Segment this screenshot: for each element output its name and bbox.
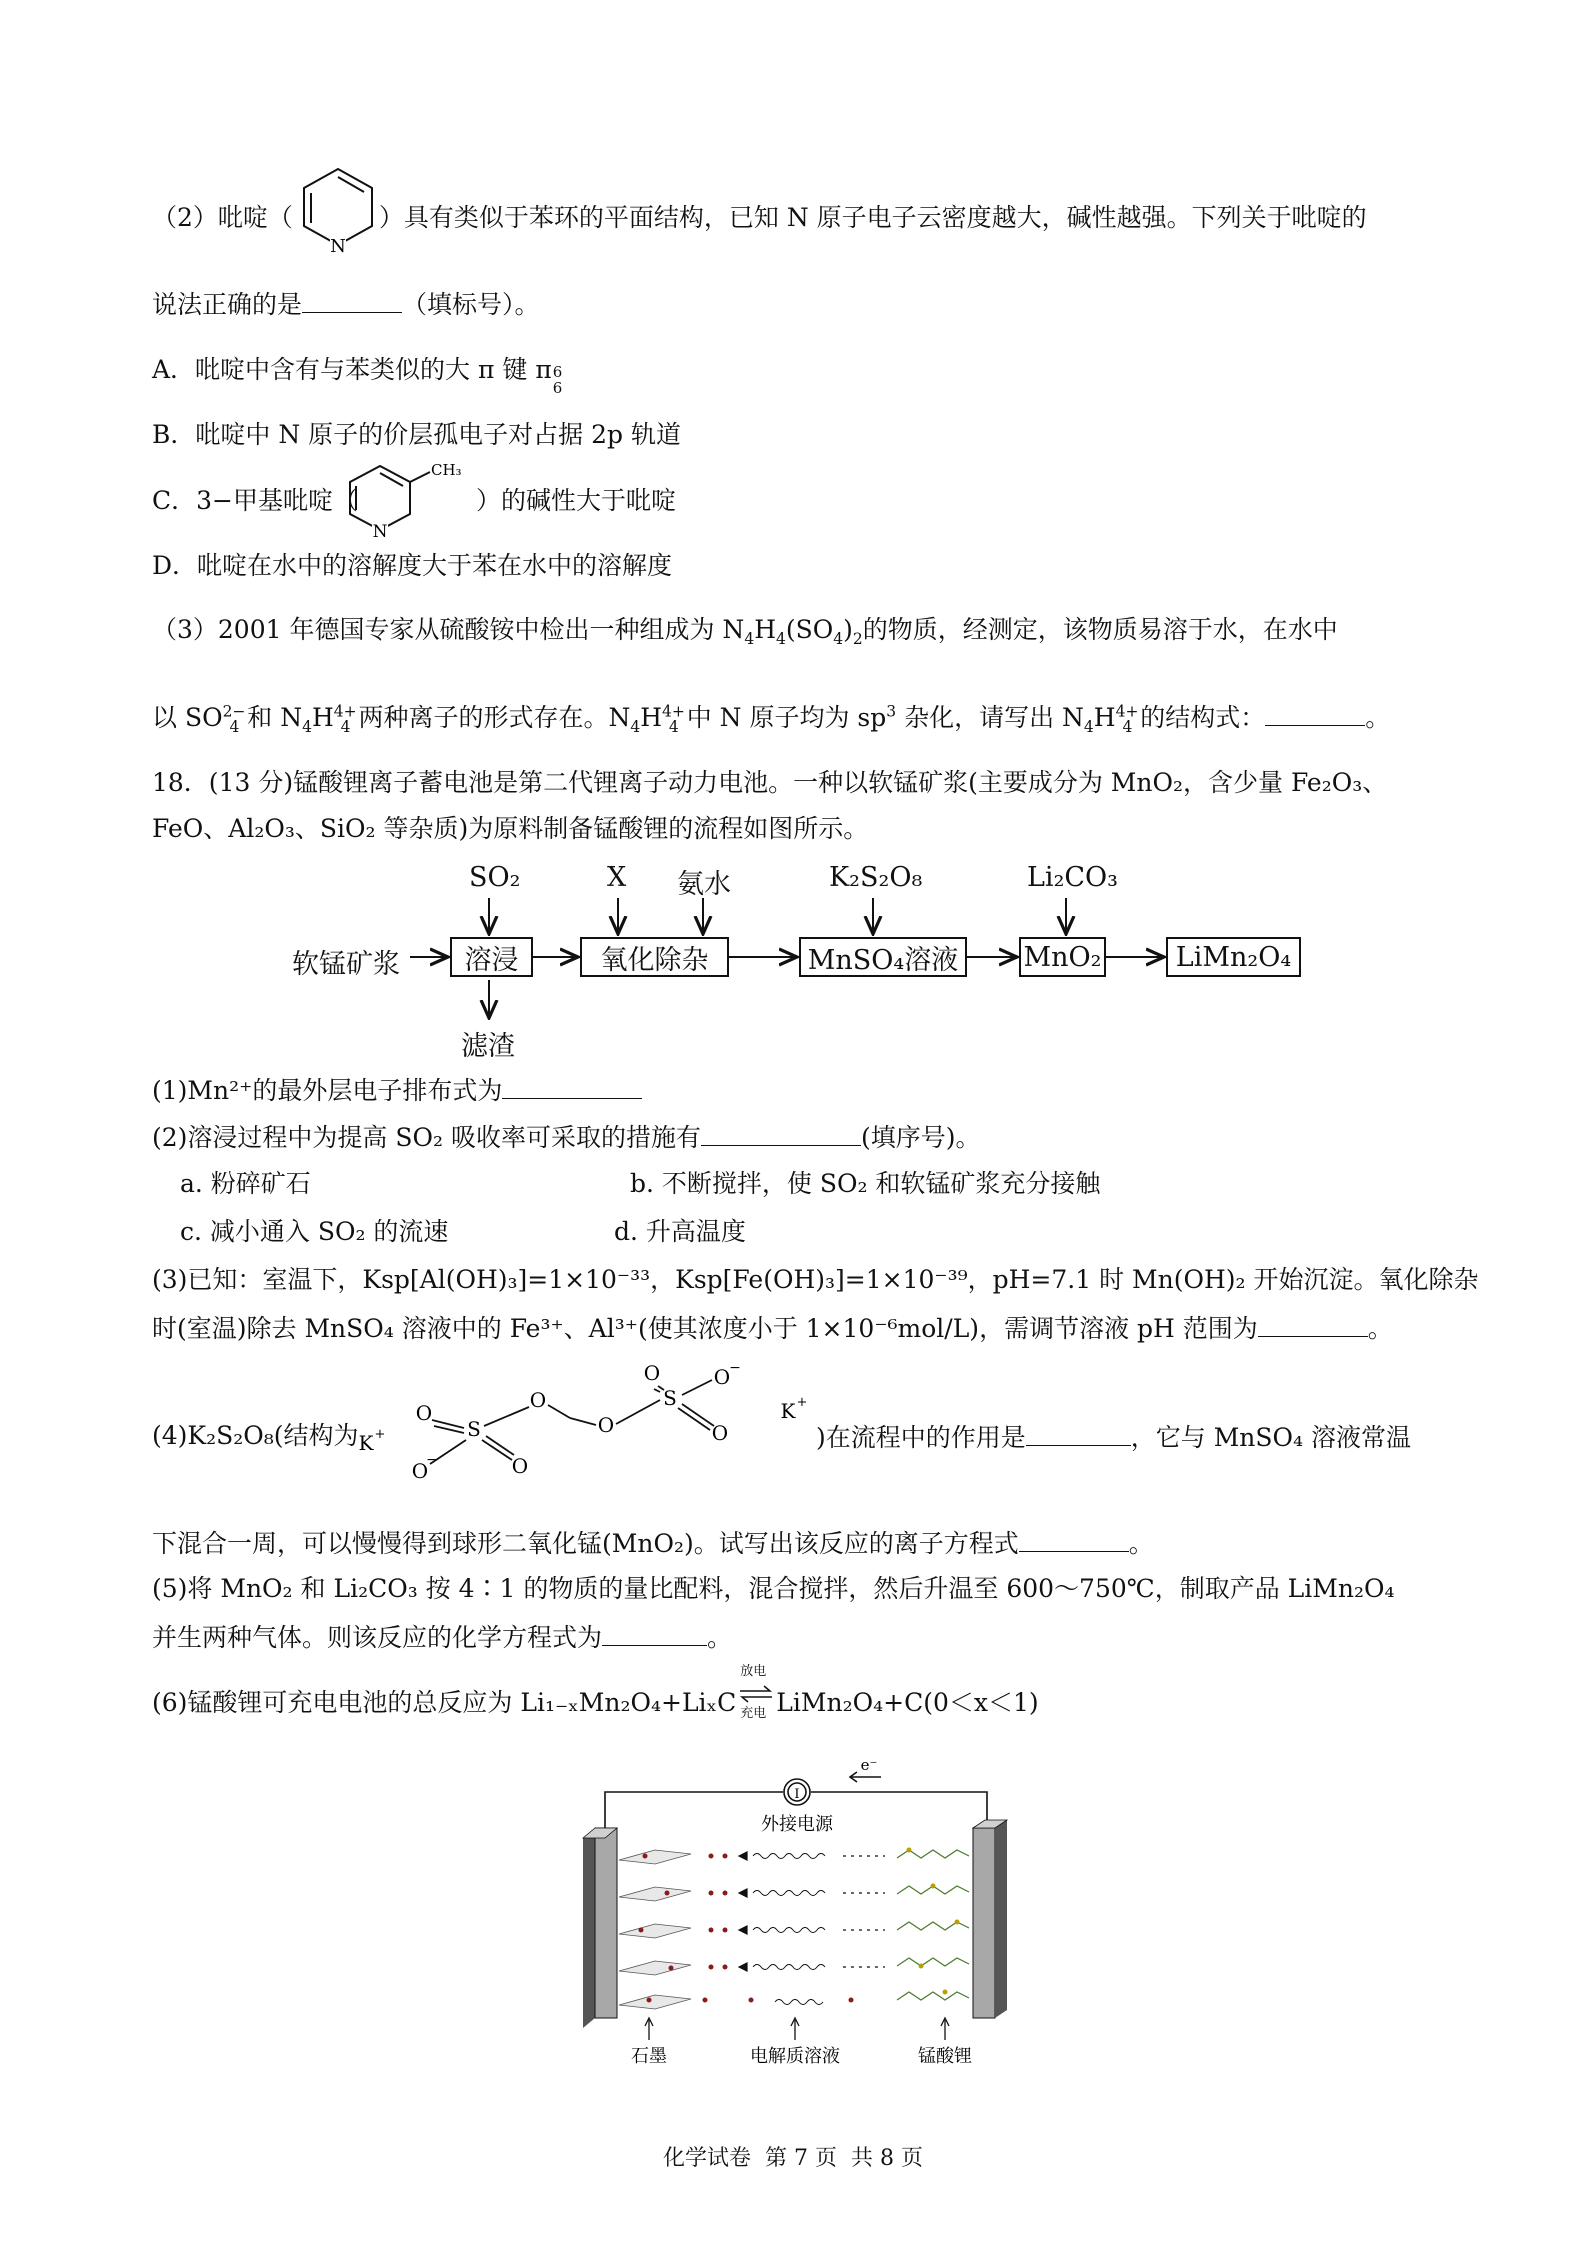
q17-3-l1-d: ): [843, 615, 853, 644]
flow-box-leach: 溶浸: [450, 937, 533, 977]
struct-o-right-minus-charge: −: [729, 1360, 741, 1376]
struct-o-left-minus-charge: −: [426, 1452, 438, 1468]
q18-3-answer-blank[interactable]: [1258, 1314, 1368, 1337]
q17-3-l2-end: 。: [1365, 703, 1391, 732]
q18-2-answer-blank[interactable]: [701, 1123, 861, 1146]
q17-2-line2-end: （填标号）。: [402, 290, 540, 319]
ammeter-label: I: [794, 1787, 800, 1802]
flow-input-k2s2o8: K₂S₂O₈: [829, 862, 923, 893]
q18-4-end: 。: [1128, 1529, 1154, 1558]
q18-3-line1: (3)已知：室温下，Ksp[Al(OH)₃]=1×10⁻³³，Ksp[Fe(OH)₃]=1×10⁻³⁹，pH=7.1 时 Mn(OH)₂ 开始沉淀。氧化除杂: [152, 1265, 1479, 1294]
struct-k-left-charge: +: [374, 1427, 386, 1442]
q18-2: [152, 1123, 980, 1150]
q17-3-l2-e: H: [640, 703, 663, 732]
struct-o-right-bottom: O: [711, 1421, 729, 1445]
q18-2-option-b: b. 不断搅拌，使 SO₂ 和软锰矿浆充分接触: [630, 1169, 1101, 1198]
q18-intro-line2: FeO、Al₂O₃、SiO₂ 等杂质)为原料制备锰酸锂的流程如图所示。: [152, 814, 869, 843]
flow-output-residue: 滤渣: [461, 1031, 515, 1062]
q18-1-answer-blank[interactable]: [502, 1076, 642, 1099]
q17-3-l2-d: 两种离子的形式存在。N: [350, 703, 631, 732]
q18-3-line2: [152, 1314, 1393, 1341]
electron-label: e⁻: [860, 1756, 878, 1774]
option-c-end: ）的碱性大于吡啶: [475, 486, 676, 515]
q17-3-l2-c: H: [311, 703, 334, 732]
struct-k-left: K: [358, 1431, 374, 1455]
q17-3-l1-b: H: [754, 615, 776, 644]
charge-label: 充电: [740, 1706, 767, 1721]
q18-4-answer-blank-2[interactable]: [1019, 1529, 1129, 1552]
q17-3-l2-b: 和 N: [239, 703, 303, 732]
option-a-text: A．吡啶中含有与苯类似的大 π 键 π: [152, 355, 552, 384]
q18-2-text: (2)溶浸过程中为提高 SO₂ 吸收率可采取的措施有: [152, 1123, 701, 1152]
flow-input-ammonia: 氨水: [677, 869, 731, 900]
struct-o-left-minus: O: [411, 1459, 429, 1483]
q17-3-l2-g: 杂化，请写出 N: [896, 703, 1084, 732]
charge-4plus: 4+: [1115, 702, 1139, 721]
discharge-label: 放电: [740, 1664, 767, 1679]
q17-2-line1-end: ）具有类似于苯环的平面结构，已知 N 原子电子云密度越大，碱性越强。下列关于吡啶的: [378, 203, 1367, 232]
q18-intro-line1: 18．(13 分)锰酸锂离子蓄电池是第二代锂离子动力电池。一种以软锰矿浆(主要成分为 MnO₂，含少量 Fe₂O₃、: [152, 768, 1388, 797]
struct-k-right: K: [780, 1399, 796, 1423]
struct-o-bridge-2: O: [597, 1413, 615, 1437]
q18-4-start: (4)K₂S₂O₈(结构为: [152, 1421, 359, 1450]
q18-5-end: 。: [707, 1623, 733, 1652]
external-source-label: 外接电源: [761, 1814, 833, 1835]
sub-4: 4: [833, 630, 844, 648]
q17-2-line2-start: 说法正确的是: [152, 290, 303, 319]
flow-raw-material: 软锰矿浆: [292, 949, 400, 980]
q18-4-line2-text: 下混合一周，可以慢慢得到球形二氧化锰(MnO₂)。试写出该反应的离子方程式: [152, 1529, 1019, 1558]
q18-2-option-a: a. 粉碎矿石: [180, 1169, 311, 1198]
sub-4: 4: [744, 630, 755, 648]
q18-6-text2: LiMn₂O₄+C(0＜x＜1): [776, 1688, 1039, 1717]
charge-2minus: 2−: [222, 702, 246, 721]
q18-4-rest: [816, 1423, 1411, 1450]
struct-o-right-top: O: [643, 1361, 661, 1385]
struct-o-right-minus: O: [713, 1365, 731, 1389]
q17-3-l2-a: 以 SO: [152, 703, 223, 732]
q18-5-line2: [152, 1623, 732, 1650]
pyridine-n-label: N: [330, 236, 346, 257]
q18-4-text: )在流程中的作用是: [816, 1423, 1026, 1452]
sub-4: 4: [630, 718, 641, 736]
sub-4: 4: [776, 630, 786, 648]
q18-6: [152, 1664, 1039, 1721]
q18-4-answer-blank-1[interactable]: [1026, 1423, 1131, 1446]
q17-3-l2-i: 的结构式：: [1132, 703, 1266, 732]
charge-4plus: 4+: [662, 702, 685, 721]
sub-2: 2: [852, 630, 863, 648]
flow-input-li2co3: Li₂CO₃: [1027, 862, 1119, 893]
peroxydisulfate-structure: [352, 1360, 822, 1490]
graphite-label: 石墨: [631, 2046, 667, 2067]
sub-4: 4: [340, 718, 351, 736]
struct-s-right: S: [663, 1386, 677, 1410]
struct-o-left-bottom: O: [511, 1454, 529, 1478]
struct-s-left: S: [467, 1417, 481, 1441]
q18-5-line1: (5)将 MnO₂ 和 Li₂CO₃ 按 4∶1 的物质的量比配料，混合搅拌，然后升温至 600～750℃，制取产品 LiMn₂O₄: [152, 1574, 1395, 1603]
struct-o-bridge-1: O: [529, 1388, 547, 1412]
sub-4: 4: [1122, 718, 1133, 736]
q18-5-answer-blank[interactable]: [602, 1623, 707, 1646]
flowchart-arrows: [0, 0, 1586, 1080]
electrolyte-label: 电解质溶液: [750, 2046, 840, 2067]
q18-1: [152, 1076, 642, 1103]
q17-3-l2-h: H: [1093, 703, 1116, 732]
sup-3: 3: [886, 702, 897, 721]
q17-2-option-d: D．吡啶在水中的溶解度大于苯在水中的溶解度: [152, 551, 673, 580]
flow-input-so2: SO₂: [469, 862, 521, 893]
q17-3-l2-f: 中 N 原子均为 sp: [678, 703, 887, 732]
methyl-label: CH₃: [431, 461, 462, 479]
flow-box-limn2o4: LiMn₂O₄: [1166, 937, 1301, 977]
methylpyridine-n-label: N: [372, 522, 388, 540]
q18-1-text: (1)Mn²⁺的最外层电子排布式为: [152, 1076, 503, 1105]
flow-box-mno2: MnO₂: [1019, 937, 1106, 977]
option-c-start: C．3−甲基吡啶（: [152, 486, 358, 515]
q18-3-text: 时(室温)除去 MnSO₄ 溶液中的 Fe³⁺、Al³⁺(使其浓度小于 1×10⁻⁶mol/L)，需调节溶液 pH 范围为: [152, 1314, 1258, 1343]
page-footer: 化学试卷 第 7 页 共 8 页: [663, 2146, 923, 2171]
flow-box-mnso4: MnSO₄溶液: [799, 937, 967, 977]
q18-2-end: (填序号)。: [860, 1123, 981, 1152]
q17-3-l1-a: （3）2001 年德国专家从硫酸铵中检出一种组成为 N: [152, 615, 745, 644]
sub-4: 4: [1083, 718, 1094, 736]
battery-diagram: [575, 1750, 1015, 2070]
reversible-arrow-icon: [738, 1685, 774, 1703]
option-a-sub: 6: [552, 379, 563, 397]
q17-3-l1-c: (SO: [785, 615, 834, 644]
q17-2-option-b: B．吡啶中 N 原子的价层孤电子对占据 2p 轨道: [152, 420, 681, 449]
flow-input-x: X: [607, 862, 627, 893]
option-a-sup: 6: [552, 363, 563, 381]
sub-4: 4: [302, 718, 312, 736]
q18-2-option-d: d. 升高温度: [614, 1217, 746, 1246]
q18-4-line2: [152, 1529, 1154, 1556]
q18-5-text: 并生两种气体。则该反应的化学方程式为: [152, 1623, 603, 1652]
flow-box-oxidize: 氧化除杂: [580, 937, 729, 977]
sub-4: 4: [229, 718, 240, 736]
q18-3-end: 。: [1367, 1314, 1393, 1343]
q18-4-text2: ，它与 MnSO₄ 溶液常温: [1130, 1423, 1412, 1452]
q18-6-text: (6)锰酸锂可充电电池的总反应为 Li₁₋ₓMn₂O₄+LiₓC: [152, 1688, 737, 1717]
sub-4: 4: [668, 718, 679, 736]
struct-k-right-charge: +: [796, 1395, 808, 1410]
q17-2-line1-start: （2）吡啶（: [152, 203, 293, 232]
struct-o-left-top: O: [415, 1401, 433, 1425]
lmo-label: 锰酸锂: [918, 2046, 972, 2067]
charge-4plus: 4+: [333, 702, 357, 721]
q18-2-option-c: c. 减小通入 SO₂ 的流速: [180, 1217, 449, 1246]
q17-3-l1-e: 的物质，经测定，该物质易溶于水，在水中: [862, 615, 1338, 644]
